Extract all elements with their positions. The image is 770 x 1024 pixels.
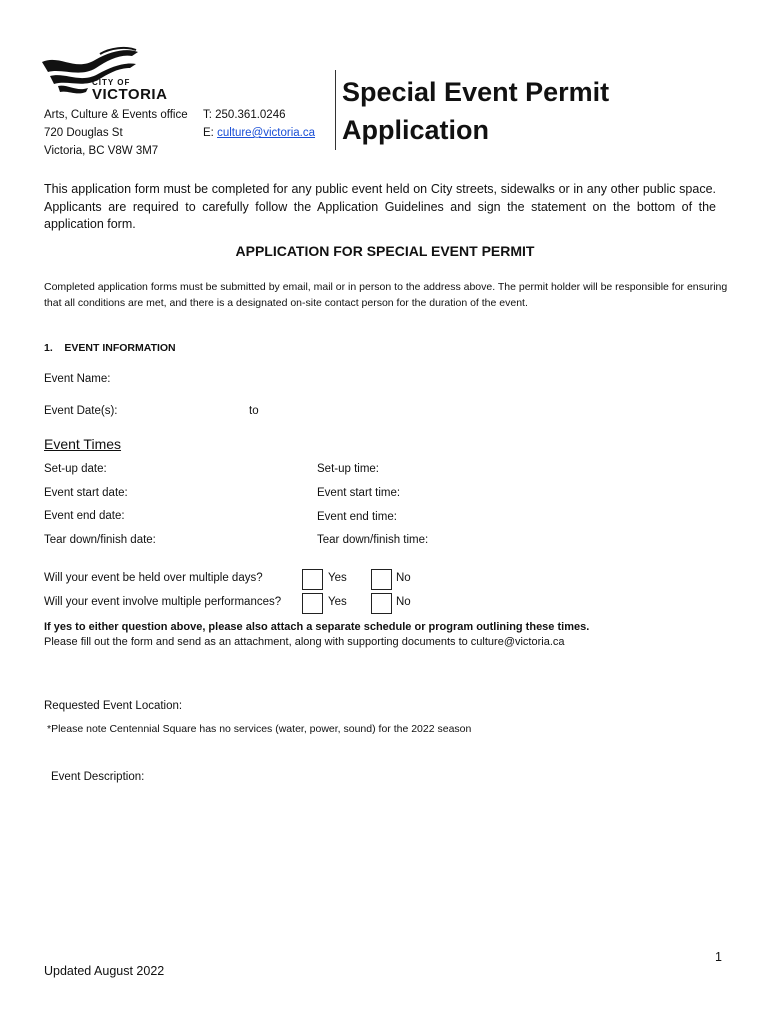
office-street: 720 Douglas St — [44, 127, 123, 139]
multi-performances-no-checkbox[interactable] — [371, 593, 392, 614]
form-heading: APPLICATION FOR SPECIAL EVENT PERMIT — [235, 243, 535, 259]
office-email — [203, 127, 315, 139]
multi-performances-yes-label: Yes — [328, 596, 347, 608]
end-time-label: Event end time: — [317, 511, 397, 523]
email-prefix: E: — [203, 127, 218, 139]
start-time-label: Event start time: — [317, 487, 401, 499]
attach-schedule-note: If yes to either question above, please also attach a separate schedule or program outlining these times. — [44, 621, 590, 633]
setup-time-label: Set-up time: — [317, 463, 379, 475]
centennial-square-note: *Please note Centennial Square has no services (water, power, sound) for the 2022 season — [47, 723, 472, 735]
multi-performances-no-label: No — [396, 596, 411, 608]
office-name: Arts, Culture & Events office — [44, 109, 188, 121]
section-event-information: 1. EVENT INFORMATION — [44, 342, 176, 354]
event-times-heading: Event Times — [44, 436, 122, 452]
event-location-label: Requested Event Location: — [44, 700, 183, 712]
multi-performances-question: Will your event involve multiple performances? — [44, 596, 282, 608]
email-link[interactable]: culture@victoria.ca — [217, 127, 316, 139]
multi-days-no-label: No — [396, 572, 411, 584]
send-attachment-note: Please fill out the form and send as an attachment, along with supporting documents to culture@victoria.ca — [44, 636, 565, 648]
multi-performances-yes-checkbox[interactable] — [302, 593, 323, 614]
city-of-victoria-logo — [40, 46, 168, 104]
event-description-label: Event Description: — [51, 771, 145, 783]
event-name-label: Event Name: — [44, 373, 111, 385]
teardown-date-label: Tear down/finish date: — [44, 534, 156, 546]
page-title-line-2: Application — [342, 115, 489, 145]
multi-days-yes-checkbox[interactable] — [302, 569, 323, 590]
intro-paragraph: This application form must be completed for any public event held on City streets, sidewalks or in any other public space. Applicants are required to carefully follow the Application Guidelines and sign the statement on the bottom of the application form. — [44, 182, 716, 231]
submission-note: Completed application forms must be submitted by email, mail or in person to the address above. The permit holder will be responsible for ensuring that all conditions are met, and there is a designated on-site contact person for the duration of the event. — [44, 281, 728, 309]
footer-updated-date: Updated August 2022 — [44, 964, 165, 978]
multi-days-question: Will your event be held over multiple days? — [44, 572, 263, 584]
start-date-label: Event start date: — [44, 487, 128, 499]
multi-days-no-checkbox[interactable] — [371, 569, 392, 590]
page-number: 1 — [715, 950, 722, 964]
setup-date-label: Set-up date: — [44, 463, 107, 475]
event-dates-to-label: to — [249, 405, 259, 417]
end-date-label: Event end date: — [44, 510, 125, 522]
page-title-line-1: Special Event Permit — [342, 77, 610, 107]
logo-victoria: VICTORIA — [92, 86, 168, 103]
multi-days-yes-label: Yes — [328, 572, 347, 584]
header-divider — [335, 70, 336, 150]
teardown-time-label: Tear down/finish time: — [317, 534, 429, 546]
event-dates-label: Event Date(s): — [44, 405, 118, 417]
office-phone: T: 250.361.0246 — [203, 109, 286, 121]
office-city: Victoria, BC V8W 3M7 — [44, 145, 159, 157]
logo-city-of: CITY OF — [92, 78, 131, 87]
